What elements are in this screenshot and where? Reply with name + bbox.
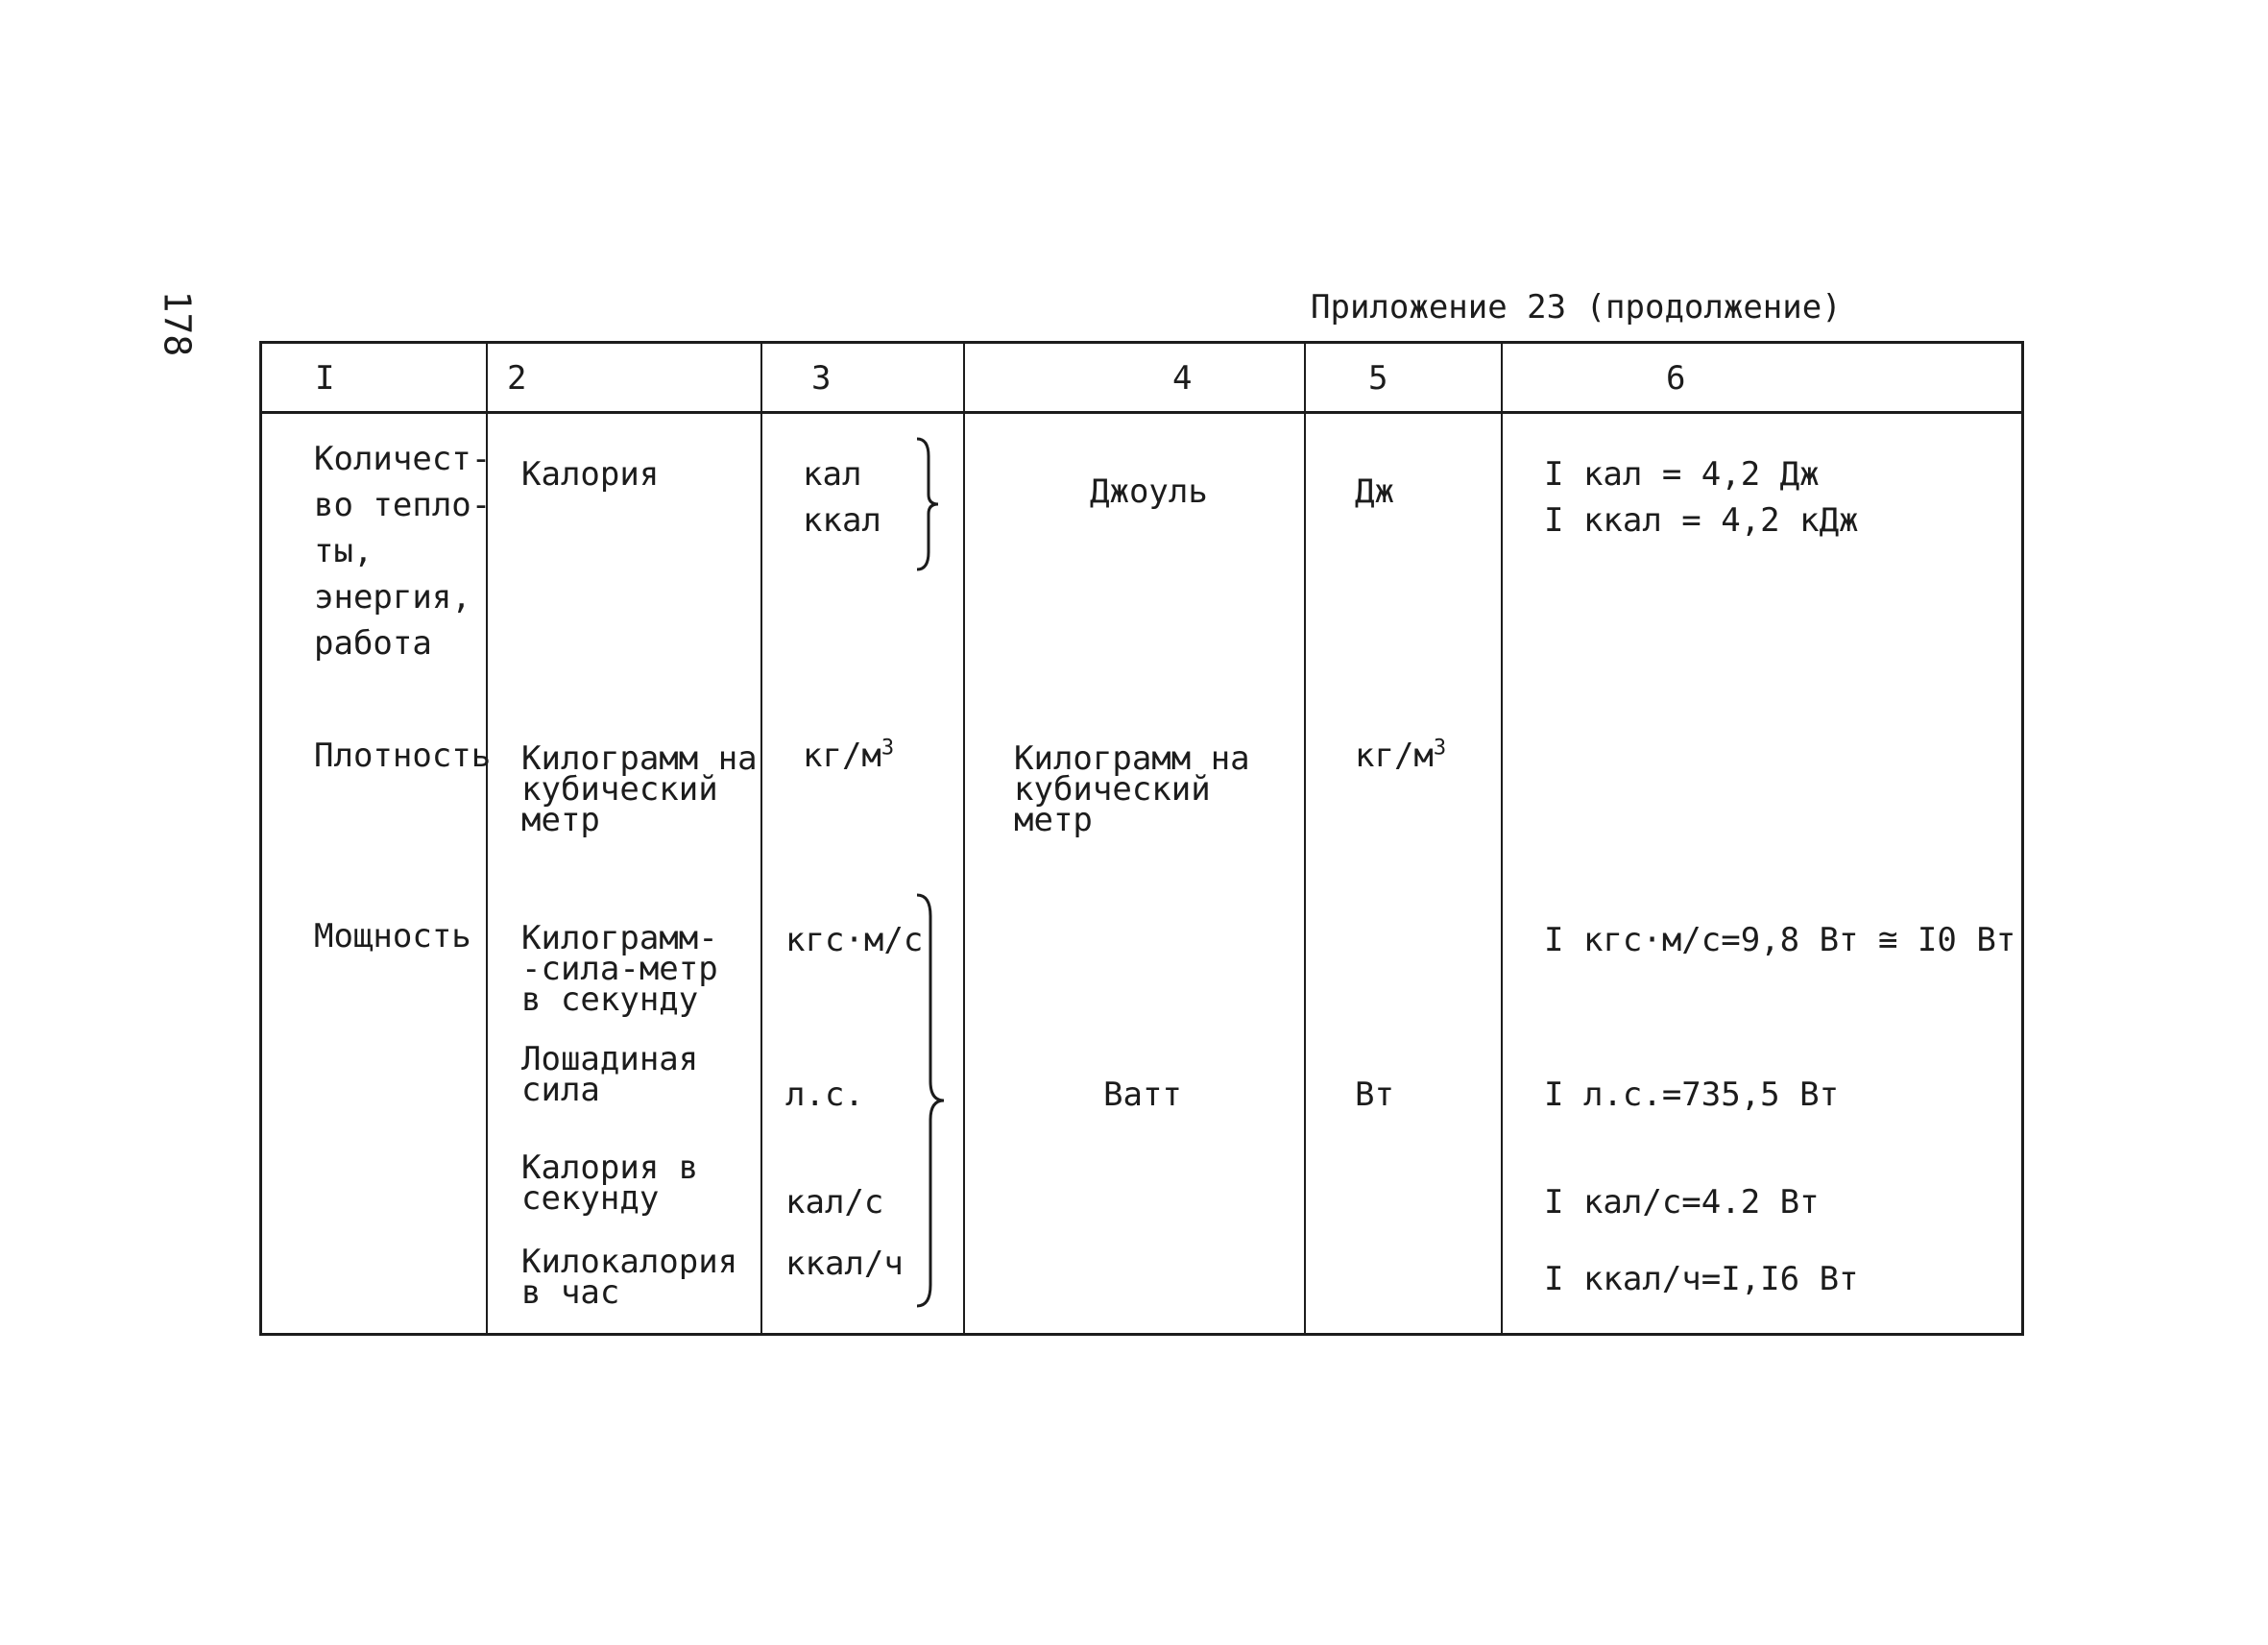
power-unit-symbol-4: ккал/ч (785, 1245, 904, 1283)
power-unit-symbol-2: л.с. (785, 1076, 864, 1114)
heat-unit-name: Калория (521, 455, 660, 494)
heat-quantity: Количест- во тепло- ты, энергия, работа (314, 440, 492, 663)
density-si-symbol (1355, 733, 1446, 779)
density-unit-base: кг/м (803, 737, 881, 775)
col-divider (1304, 344, 1306, 1333)
power-si-name: Ватт (1103, 1076, 1182, 1114)
power-quantity: Мощность (314, 917, 471, 956)
density-quantity: Плотность (314, 737, 492, 775)
power-unit-name-1: Килограмм- -сила-метр в секунду (521, 919, 718, 1019)
heat-unit-symbols: кал ккал (803, 455, 881, 540)
power-relation-3: I кал/с=4.2 Вт (1544, 1183, 1820, 1222)
density-si-base: кг/м (1355, 737, 1434, 775)
header-col-2: 2 (507, 359, 527, 398)
power-unit-name-2: Лошадиная сила (521, 1040, 699, 1109)
power-relation-4: I ккал/ч=I,I6 Вт (1544, 1260, 1859, 1298)
header-col-6: 6 (1666, 359, 1686, 398)
density-unit-symbol (803, 733, 894, 779)
heat-si-name: Джоуль (1090, 472, 1208, 511)
density-si-exponent: 3 (1433, 736, 1447, 761)
power-si-symbol: Вт (1355, 1076, 1394, 1114)
power-unit-symbol-1: кгс·м/с (785, 921, 924, 959)
density-si-name: Килограмм на кубический метр (1014, 739, 1250, 839)
power-relation-2: I л.с.=735,5 Вт (1544, 1076, 1840, 1114)
power-relation-1: I кгс·м/с=9,8 Вт ≅ I0 Вт (1544, 921, 2016, 959)
heat-si-symbol: Дж (1355, 472, 1394, 511)
density-unit-name: Килограмм на кубический метр (521, 739, 758, 839)
heat-brace (915, 437, 942, 571)
page-number: 178 (156, 290, 199, 357)
header-col-5: 5 (1368, 359, 1388, 398)
power-unit-symbol-3: кал/с (785, 1183, 884, 1222)
col-divider (760, 344, 762, 1333)
density-unit-exponent: 3 (881, 736, 895, 761)
header-col-4: 4 (1172, 359, 1193, 398)
col-divider (963, 344, 965, 1333)
appendix-caption: Приложение 23 (продолжение) (1311, 288, 1842, 327)
power-brace (915, 893, 948, 1308)
heat-relation: I кал = 4,2 Дж I ккал = 4,2 кДж (1544, 455, 1859, 540)
col-divider (1501, 344, 1503, 1333)
conversion-table (259, 341, 2024, 1336)
power-unit-name-4: Килокалория в час (521, 1243, 738, 1312)
header-divider (262, 411, 2021, 414)
header-col-3: 3 (811, 359, 832, 398)
power-unit-name-3: Калория в секунду (521, 1149, 699, 1218)
header-col-1: I (315, 359, 335, 398)
